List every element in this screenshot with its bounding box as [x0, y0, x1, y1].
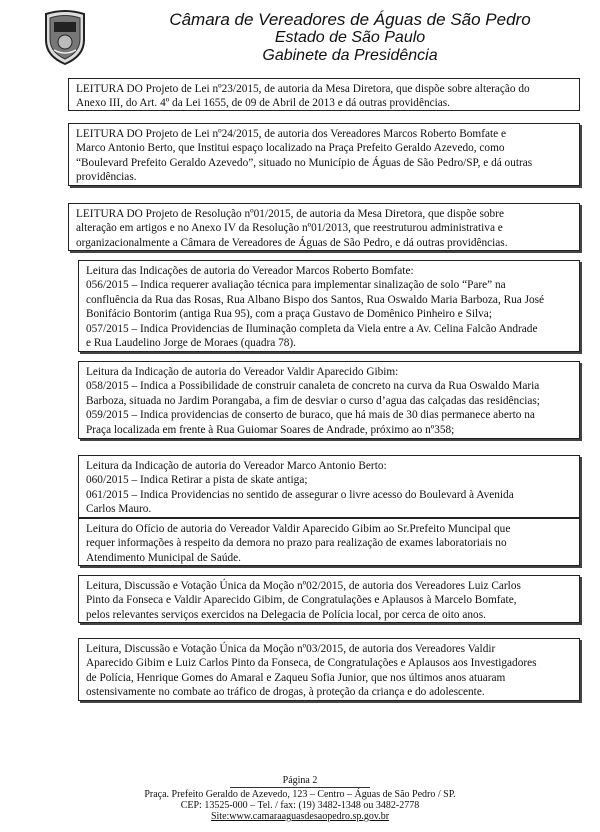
page-number: Página 2 — [282, 775, 318, 786]
agenda-line: LEITURA DO Projeto de Lei nº23/2015, de autoria da Mesa Diretora, que dispõe sobre alteração do — [76, 83, 530, 95]
agenda-line: Leitura, Discussão e Votação Única da Moção nº02/2015, de autoria dos Vereadores Luiz Carlos — [86, 580, 521, 592]
agenda-line: pelos relevantes serviços exercidos na Delegacia de Polícia local, por cerca de oito anos. — [86, 608, 486, 621]
agenda-item-4 — [78, 260, 580, 352]
agenda-line: e Rua Laudelino Jorge de Moraes (quadra 78). — [86, 337, 296, 350]
agenda-line: LEITURA DO Projeto de Lei nº24/2015, de autoria dos Vereadores Marcos Roberto Bomfate e — [76, 128, 506, 140]
footer-divider — [230, 787, 370, 788]
agenda-item-2 — [68, 123, 580, 186]
municipal-seal — [40, 8, 90, 66]
agenda-line: Aparecido Gibim e Luiz Carlos Pinto da Fonseca, de Congratulações e Aplausos aos Investigadores — [86, 657, 537, 670]
agenda-line: Anexo III, do Art. 4º da Lei 1655, de 09 de Abril de 2013 e dá outras providências. — [76, 97, 451, 110]
agenda-line: confluência da Rua das Rosas, Rua Albano Bispo dos Santos, Rua Oswaldo Maria Barboza, Rua José — [86, 293, 545, 306]
agenda-item-8 — [78, 575, 580, 623]
agenda-line: 058/2015 – Indica a Possibilidade de construir canaleta de concreto na curva da Rua Oswaldo Maria — [86, 380, 540, 393]
agenda-line: ostensivamente no combate ao tráfico de drogas, à proteção da criança e do adolescente. — [86, 686, 485, 699]
agenda-line: Atendimento Municipal de Saúde. — [86, 551, 241, 564]
chamber-name: Câmara de Vereadores de Águas de São Pedro — [169, 10, 531, 29]
agenda-line: Marco Antonio Berto, que Institui espaço localizado na Praça Prefeito Geraldo Azevedo, como — [76, 142, 505, 155]
state-name: Estado de São Paulo — [274, 29, 426, 46]
agenda-line: requer informações à respeito da demora no prazo para realização de exames laboratoriais no — [86, 537, 507, 550]
agenda-line: 061/2015 – Indica Providencias no sentido de assegurar o livre acesso do Boulevard à Avenida — [86, 488, 514, 501]
footer-address: Praça. Prefeito Geraldo de Azevedo, 123 – Centro – Águas de São Pedro / SP. — [144, 789, 456, 800]
agenda-line: Leitura do Ofício de autoria do Vereador Valdir Aparecido Gibim ao Sr.Prefeito Muncipal que — [86, 523, 511, 535]
agenda-line: 060/2015 – Indica Retirar a pista de skate antiga; — [86, 474, 308, 487]
agenda-item-3 — [68, 203, 580, 251]
agenda-line: Leitura das Indicações de autoria do Vereador Marcos Roberto Bomfate: — [86, 265, 414, 277]
footer-website-link[interactable]: Site:www.camaraaguasdesaopedro.sp.gov.br — [210, 811, 390, 822]
office-name: Gabinete da Presidência — [262, 47, 438, 64]
agenda-line: Leitura da Indicação de autoria do Vereador Valdir Aparecido Gibim: — [86, 366, 399, 378]
agenda-line: 056/2015 – Indica requerer avaliação técnica para implementar sinalização de solo “Pare” na — [86, 279, 506, 292]
agenda-line: organizacionalmente a Câmara de Vereadores de Águas de São Pedro, e dá outras providências. — [76, 236, 508, 249]
agenda-line: Pinto da Fonseca e Valdir Aparecido Gibim, de Congratulações e Aplausos à Marcelo Bomfate, — [86, 594, 517, 607]
agenda-line: Carlos Mauro. — [86, 503, 152, 516]
agenda-line: alteração em artigos e no Anexo IV da Resolução nº01/2013, que reestruturou administrativa e — [76, 222, 503, 235]
agenda-item-5 — [78, 361, 580, 439]
agenda-line: 057/2015 – Indica Providencias de Iluminação completa da Viela entre a Av. Celina Falcão Andrade — [86, 322, 538, 335]
agenda-item-6 — [78, 455, 580, 518]
agenda-line: Bonifácio Bontorim (antiga Rua 95), com a praça Gustavo de Domênico Pinheiro e Silva; — [86, 308, 492, 321]
agenda-line: 059/2015 – Indica providencias de conserto de buraco, que há mais de 30 dias permanece aberto na — [86, 409, 535, 422]
agenda-line: LEITURA DO Projeto de Resolução nº01/2015, de autoria da Mesa Diretora, que dispõe sobre — [76, 208, 504, 220]
page-footer — [0, 775, 600, 822]
agenda-item-7 — [78, 518, 580, 566]
agenda-line: Leitura, Discussão e Votação Única da Moção nº03/2015, de autoria dos Vereadores Valdir — [86, 643, 496, 655]
agenda-line: “Boulevard Prefeito Geraldo Azevedo”, situado no Município de Águas de São Pedro/SP, e dá outras — [76, 156, 533, 169]
agenda-item-9 — [78, 638, 580, 701]
agenda-line: providências. — [76, 171, 137, 184]
agenda-item-1 — [68, 78, 580, 111]
agenda-line: Praça localizada em frente à Rua Guiomar Soares de Andrade, próximo ao nº358; — [86, 423, 455, 436]
agenda-line: Leitura da Indicação de autoria do Vereador Marco Antonio Berto: — [86, 460, 387, 472]
agenda-line: Barboza, situada no Jardim Porangaba, a fim de desviar o curso d’agua das calçadas das residências; — [86, 394, 540, 407]
footer-contact: CEP: 13525-000 – Tel. / fax: (19) 3482-1348 ou 3482-2778 — [180, 800, 420, 811]
agenda-line: de Polícia, Henrique Gomes do Amaral e Zaqueu Sofia Junior, que nos últimos anos atuaram — [86, 671, 506, 684]
